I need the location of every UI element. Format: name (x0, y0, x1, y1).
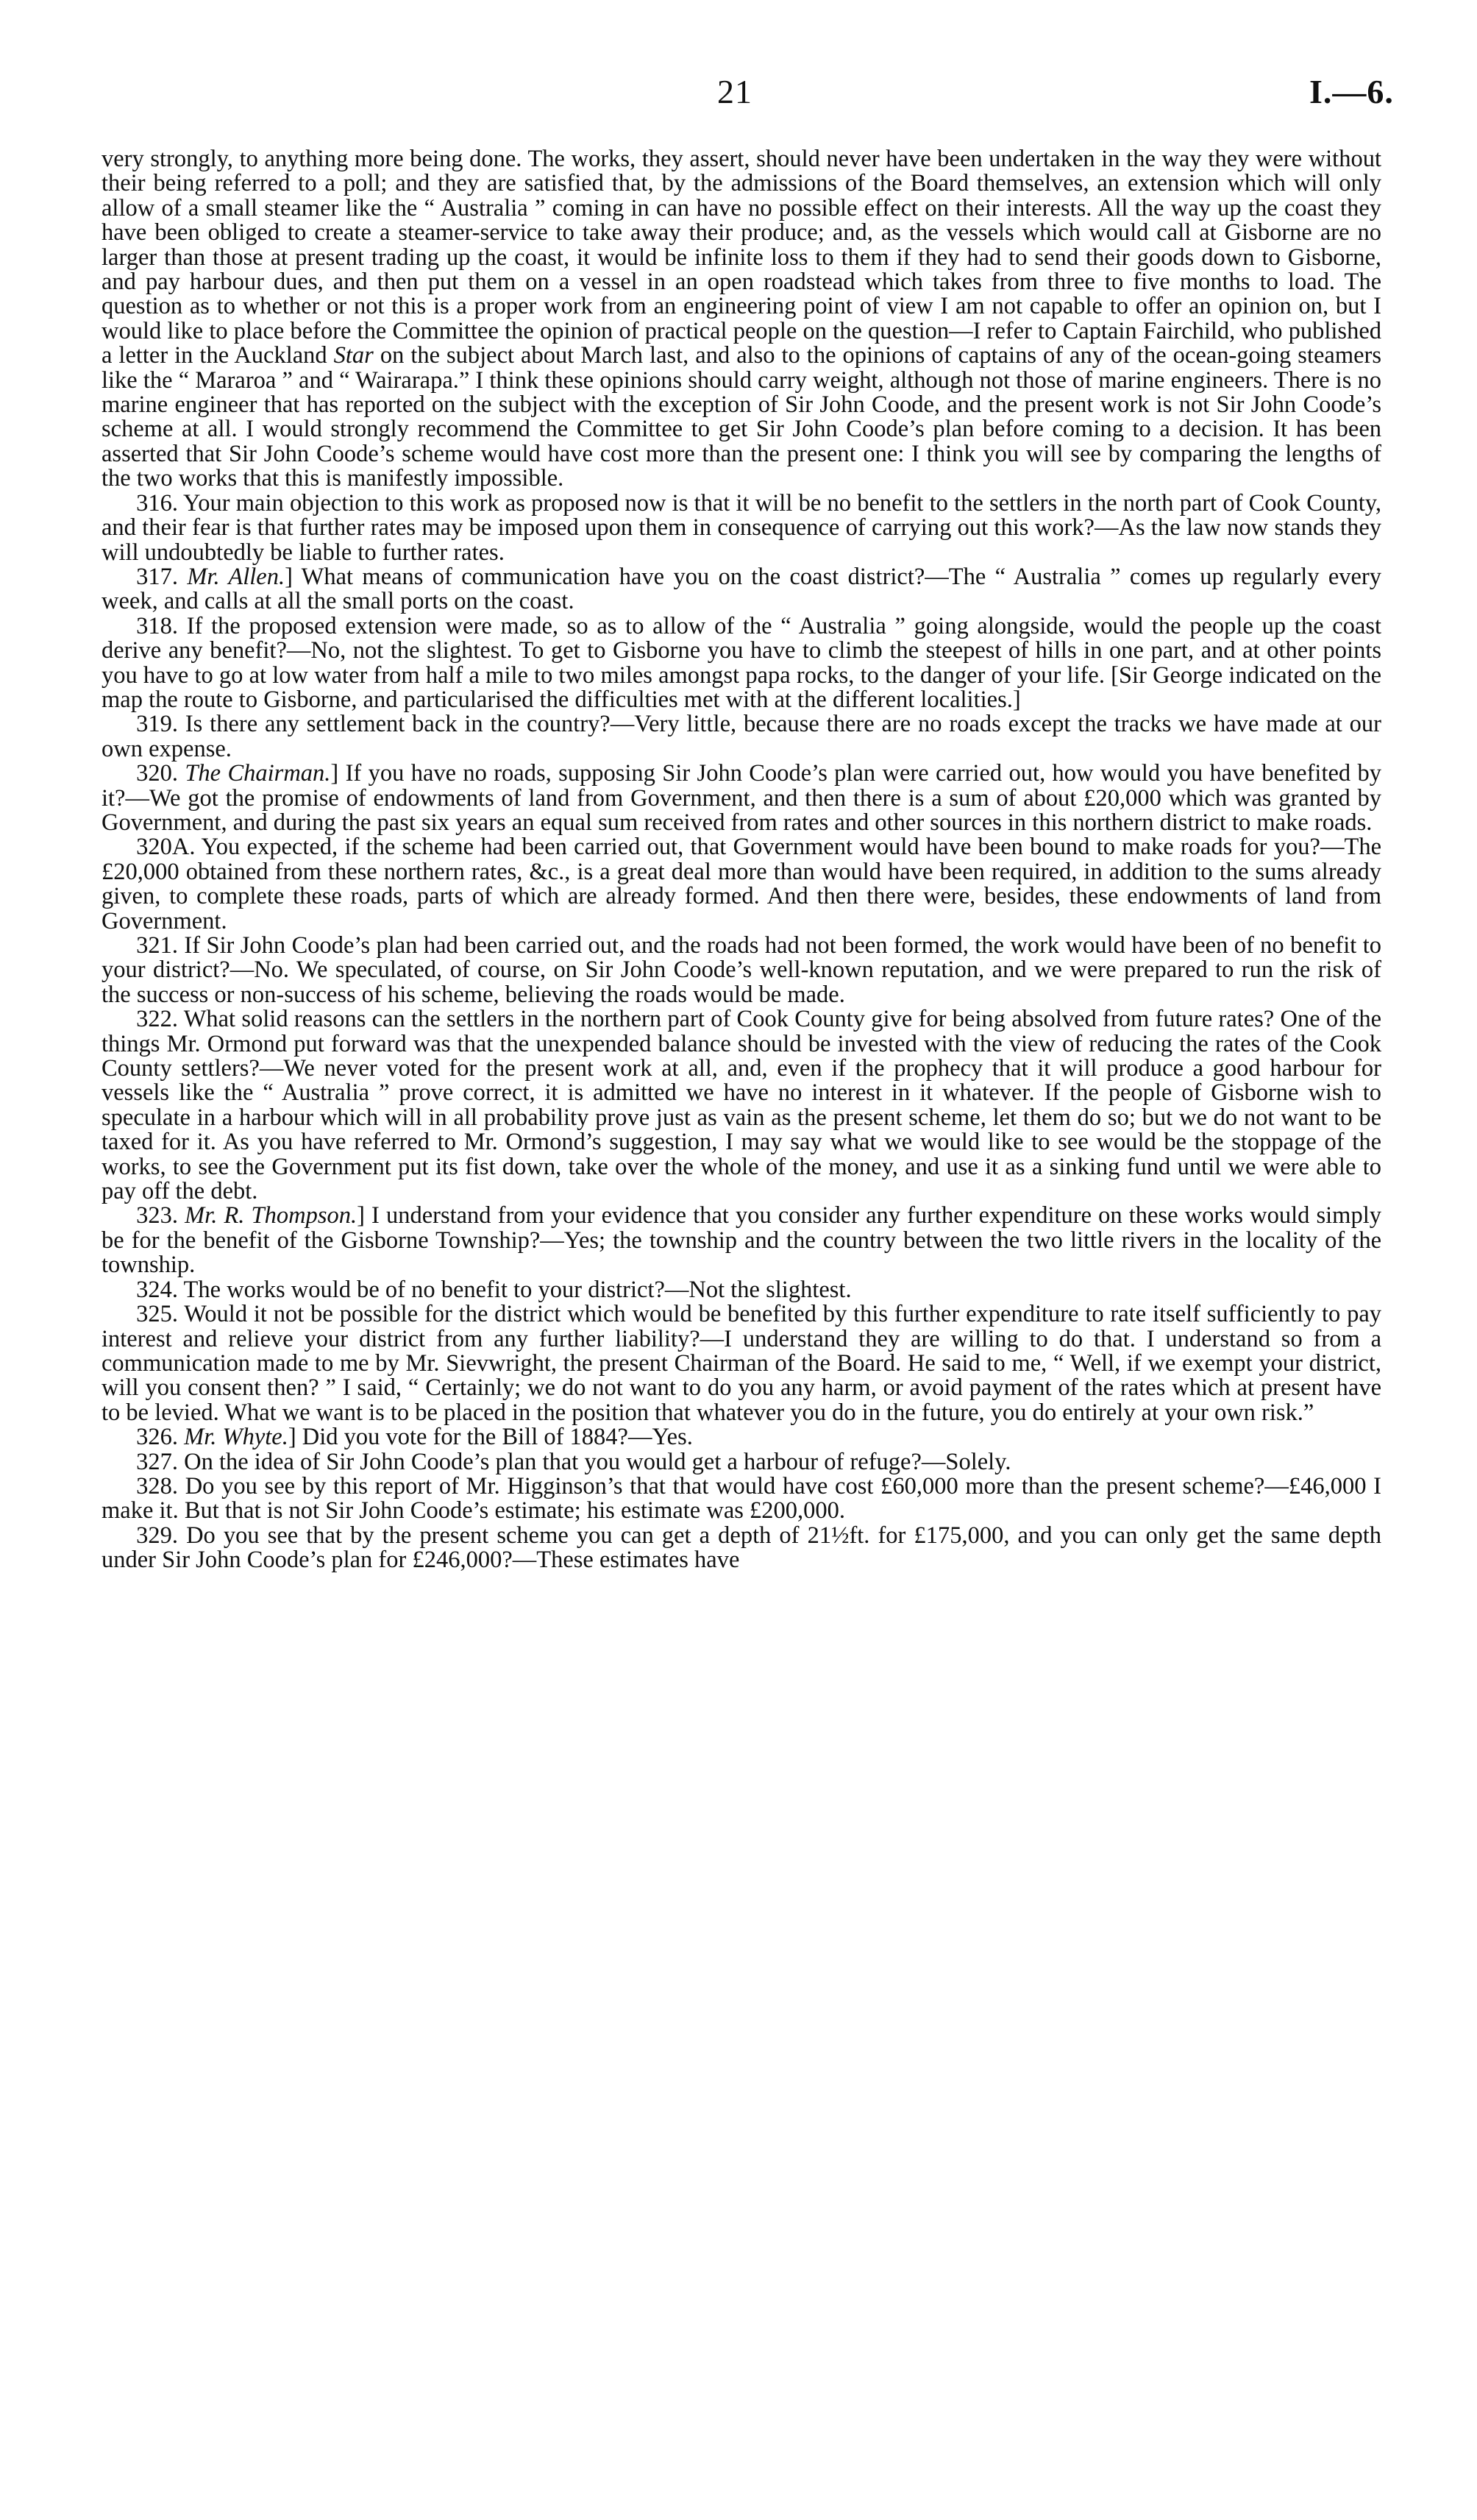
paragraph-324 (102, 1278, 1381, 1302)
page-number: 21 (717, 73, 752, 110)
paragraph-321 (102, 934, 1381, 1007)
speaker-name: Mr. R. Thompson. (185, 1202, 357, 1229)
text-run: 319. Is there any settlement back in the country?—Very little, because there are no roads except the tracks we have made at our own expense. (102, 711, 1381, 762)
text-run: on the subject about March last, and also to the opinions of captains of any of the ocean-going steamers like the “ Mararoa ” and “ Wairarapa.” I think these opinions should carry weight, although not those of marine engineers. There is no marine engineer that has reported on the subject with the exception of Sir John Coode, and the present work is not Sir John Coode’s scheme at all. I would strongly recommend the Committee to get Sir John Coode’s plan before coming to a decision. It has been asserted that Sir John Coode’s scheme would have cost more than the present one: I think you will see by comparing the lengths of the two works that this is manifestly impossible. (102, 342, 1381, 492)
text-run-italic: Star (333, 342, 374, 369)
paragraph-328 (102, 1474, 1381, 1524)
paragraph-318 (102, 614, 1381, 713)
text-run: ] If you have no roads, supposing Sir John Coode’s plan were carried out, how would you have benefited by it?—We got the promise of endowments of land from Government, and then there is a sum of about £20,000 which was granted by Government, and during the past six years an equal sum received from rates and other sources in this northern district to make roads. (102, 760, 1382, 836)
text-run: 324. The works would be of no benefit to your district?—Not the slightest. (136, 1276, 852, 1303)
text-run: ] I understand from your evidence that you consider any further expenditure on these works would simply be for the benefit of the Gisborne Township?—Yes; the township and the country between the two little rivers in the locality of the township. (102, 1202, 1381, 1279)
paragraph-326 (102, 1425, 1381, 1449)
text-run: 329. Do you see that by the present scheme you can get a depth of 21½ft. for £175,000, and you can only get the same depth under Sir John Coode’s plan for £246,000?—These estimates have (102, 1522, 1381, 1574)
paragraph-329 (102, 1524, 1381, 1573)
text-run: ] Did you vote for the Bill of 1884?—Yes. (288, 1424, 693, 1451)
text-run: 320. (136, 760, 185, 787)
text-run: ] What means of communication have you on the coast district?—The “ Australia ” comes up regularly every week, and calls at all the small ports on the coast. (102, 563, 1381, 615)
text-run: 321. If Sir John Coode’s plan had been carried out, and the roads had not been formed, the work would have been of no benefit to your district?—No. We speculated, of course, on Sir John Coode’s well-known reputation, and we were prepared to run the risk of the success or non-success of his scheme, believing the roads would be made. (102, 932, 1381, 1008)
paragraph-319 (102, 712, 1381, 762)
paragraph-316 (102, 491, 1381, 565)
paragraph-320 (102, 762, 1381, 835)
text-run: 317. (136, 563, 188, 590)
paragraph-322 (102, 1007, 1381, 1204)
text-run: 316. Your main objection to this work as proposed now is that it will be no benefit to the settlers in the north part of Cook County, and their fear is that further rates may be imposed upon them in consequence of carrying out this work?—As the law now stands they will undoubtedly be liable to further rates. (102, 489, 1381, 566)
text-run: 323. (136, 1202, 185, 1229)
paragraph-327 (102, 1450, 1381, 1474)
speaker-name: The Chairman. (185, 760, 331, 787)
evidence-text (102, 147, 1381, 1573)
text-run: 318. If the proposed extension were made, so as to allow of the “ Australia ” going alongside, would the people up the coast derive any benefit?—No, not the slightest. To get to Gisborne you have to climb the steepest of hills in one part, and at other points you have to go at low water from half a mile to two miles amongst papa rocks, to the danger of your life. [Sir George indicated on the map the route to Gisborne, and particularised the difficulties met with at the different localities.] (102, 612, 1381, 713)
text-run: very strongly, to anything more being done. The works, they assert, should never have been undertaken in the way they were without their being referred to a poll; and they are satisfied that, by the admissions of the Board themselves, an extension which will only allow of a small steamer like the “ Australia ” coming in can have no possible effect on their interests. All the way up the coast they have been obliged to create a steamer-service to take away their produce; and, as the vessels which would call at Gisborne are no larger than those at present trading up the coast, it would be infinite loss to them if they had to send their goods down to Gisborne, and pay harbour dues, and then put them on a vessel in an open roadstead which takes from three to five months to load. The question as to whether or not this is a proper work from an engineering point of view I am not capable to offer an opinion on, but I would like to place before the Committee the opinion of practical people on the question—I refer to Captain Fairchild, who published a letter in the Auckland (102, 146, 1381, 369)
text-run: 320A. You expected, if the scheme had been carried out, that Government would have been bound to make roads for you?—The £20,000 obtained from these northern rates, &c., is a great deal more than would have been required, in addition to the sums already given, to complete these roads, parts of which are already formed. And then there were, besides, these endowments of land from Government. (102, 834, 1381, 934)
text-run: 327. On the idea of Sir John Coode’s plan that you would get a harbour of refuge?—Solely. (136, 1448, 1011, 1475)
paragraph-continuation (102, 147, 1381, 491)
text-run: 328. Do you see by this report of Mr. Higginson’s that that would have cost £60,000 more than the present scheme?—£46,000 I make it. But that is not Sir John Coode’s estimate; his estimate was £200,000. (102, 1472, 1381, 1525)
text-run: 326. (136, 1424, 185, 1451)
document-reference: I.—6. (1309, 73, 1394, 110)
paragraph-325 (102, 1302, 1381, 1425)
paragraph-317 (102, 565, 1381, 614)
page-header (0, 72, 1477, 116)
text-run: 322. What solid reasons can the settlers in the northern part of Cook County give for being absolved from future rates? One of the things Mr. Ormond put forward was that the unexpended balance should be invested with the view of reducing the rates of the Cook County settlers?—We never voted for the present work at all, and, even if the prophecy that it will produce a good harbour for vessels like the “ Australia ” prove correct, it is admitted we have no interest in it whatever. If the people of Gisborne wish to speculate in a harbour which will in all probability prove just as vain as the present scheme, let them do so; but we do not want to be taxed for it. As you have referred to Mr. Ormond’s suggestion, I may say what we would like to see would be the stoppage of the works, to see the Government put its fist down, take over the whole of the money, and use it as a sinking fund until we were able to pay off the debt. (102, 1006, 1381, 1205)
paragraph-323 (102, 1204, 1381, 1277)
speaker-name: Mr. Allen. (187, 563, 285, 590)
speaker-name: Mr. Whyte. (184, 1424, 288, 1451)
text-run: 325. Would it not be possible for the district which would be benefited by this further expenditure to rate itself sufficiently to pay interest and relieve your district from any further liability?—I understand they are willing to do that. I understand so from a communication made to me by Mr. Sievwright, the present Chairman of the Board. He said to me, “ Well, if we exempt your district, will you consent then? ” I said, “ Certainly; we do not want to do you any harm, or avoid payment of the rates which at present have to be levied. What we want is to be placed in the position that whatever you do in the future, you do entirely at your own risk.” (102, 1301, 1381, 1426)
paragraph-320a (102, 835, 1381, 934)
